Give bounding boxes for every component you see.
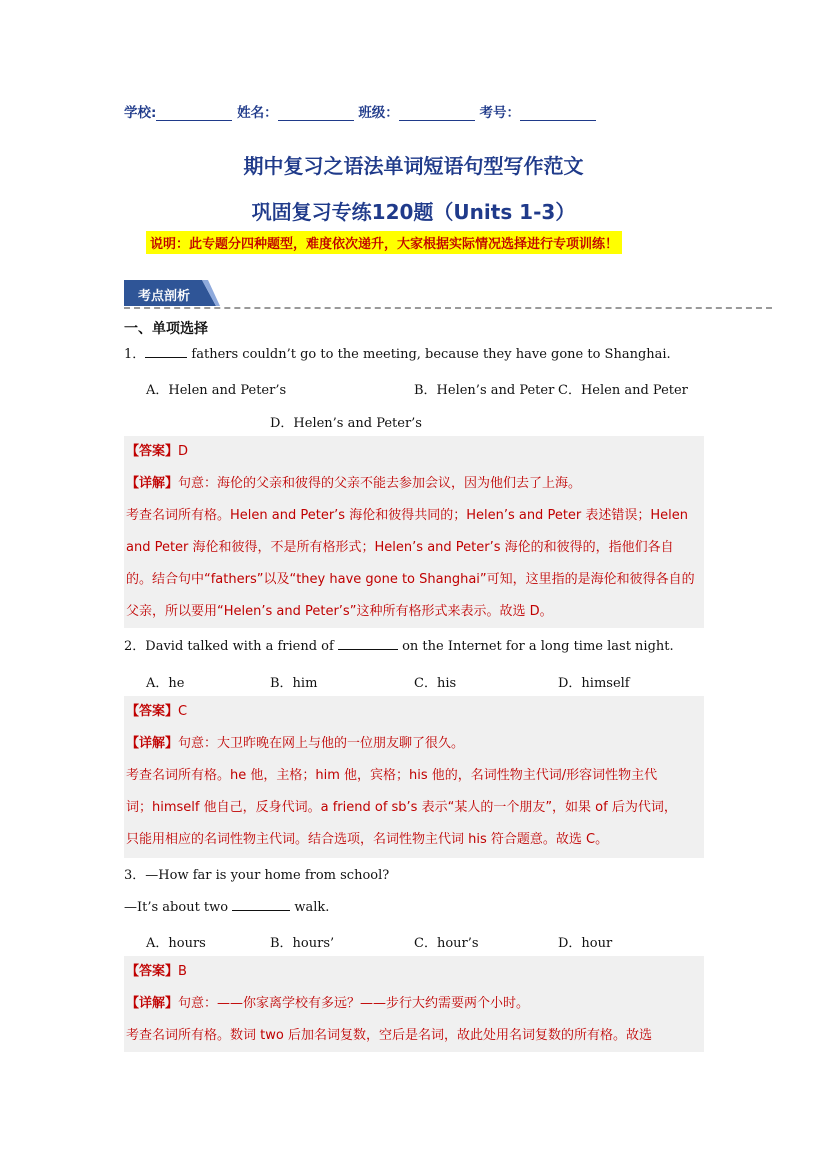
question-text: on the Internet for a long time last night. [397,639,674,654]
detail-line: 只能用相应的名词性物主代词。结合选项，名词性物主代词 his 符合题意。故选 C。 [126,832,609,847]
detail-line: 的。结合句中“fathers”以及“they have gone to Shanghai”可知，这里指的是海伦和彼得各自的 [126,572,695,587]
question-text: —How far is your home from school? [145,868,390,883]
question-number: 2． [124,639,146,654]
answer-panel-3 [124,956,704,1052]
detail-line: 【详解】句意：大卫昨晚在网上与他的一位朋友聊了很久。 [126,736,465,751]
option-a: A．hours [146,936,206,951]
option-d: D．himself [558,676,630,691]
option-b: B．hours’ [270,936,335,951]
answer-value: B [178,964,187,979]
section-divider [124,307,772,309]
question-text: fathers couldn’t go to the meeting, because they have gone to Shanghai. [187,347,671,362]
school-label: 学校: [124,105,157,121]
question-1-stem [124,345,671,365]
question-2-stem [124,637,674,657]
option-d: D．Helen’s and Peter’s [270,416,422,431]
detail-line: 词；himself 他自己，反身代词。a friend of sb’s 表示“某人的一个朋友”，如果 of 后为代词， [126,800,677,815]
answer-blank [338,637,398,650]
section-tab-label: 考点剖析 [138,289,191,304]
detail-line: and Peter 海伦和彼得，不是所有格形式；Helen’s and Peter’s 海伦的和彼得的，指他们各自 [126,540,674,555]
detail-line: 考查名词所有格。Helen and Peter’s 海伦和彼得共同的；Helen’s and Peter 表述错误；Helen [126,508,689,523]
question-text: walk. [290,900,330,915]
option-a: A．Helen and Peter’s [146,383,287,398]
name-blank[interactable] [278,106,354,121]
section-heading: 一、单项选择 [124,321,208,337]
question-text: David talked with a friend of [145,639,338,654]
number-label: 考号： [479,105,521,121]
option-b: B．Helen’s and Peter [414,383,555,398]
answer-value: D [178,444,189,459]
option-a: A．he [146,676,185,691]
student-info-line [124,101,596,121]
question-number: 3． [124,868,146,883]
question-3-stem-line2 [124,898,329,918]
answer-value: C [178,704,188,719]
detail-line: 考查名词所有格。数词 two 后加名词复数，空后是名词，故此处用名词复数的所有格。故选 [126,1028,652,1043]
answer-panel-1 [124,436,704,628]
answer-blank [232,898,290,911]
option-c: C．hour’s [414,936,479,951]
answer-panel-2 [124,696,704,858]
school-blank[interactable] [156,106,232,121]
option-d: D．hour [558,936,613,951]
option-c: C．his [414,676,457,691]
question-text: —It’s about two [124,900,233,915]
detail-line: 【详解】句意：海伦的父亲和彼得的父亲不能去参加会议，因为他们去了上海。 [126,476,582,491]
detail-line: 父亲，所以要用“Helen’s and Peter’s”这种所有格形式来表示。故选 D。 [126,604,553,619]
question-3-stem-line1 [124,866,389,886]
detail-line: 考查名词所有格。he 他，主格；him 他，宾格；his 他的，名词性物主代词/形容词性物主代 [126,768,658,783]
answer-line: 【答案】B [126,964,187,979]
page-title: 期中复习之语法单词短语句型写作范文 [243,154,584,178]
number-blank[interactable] [520,106,596,121]
option-c: C．Helen and Peter [558,383,688,398]
answer-blank [145,345,187,358]
class-blank[interactable] [399,106,475,121]
answer-line: 【答案】C [126,704,188,719]
question-number: 1． [124,347,146,362]
instruction-note: 说明：此专题分四种题型，难度依次递升，大家根据实际情况选择进行专项训练！ [146,231,622,254]
section-tab [124,278,220,308]
option-b: B．him [270,676,318,691]
class-label: 班级： [358,105,399,121]
name-label: 姓名： [237,105,278,121]
answer-line: 【答案】D [126,444,189,459]
detail-line: 【详解】句意：——你家离学校有多远？——步行大约需要两个小时。 [126,996,530,1011]
page-subtitle: 巩固复习专练120题（Units 1-3） [251,200,576,224]
